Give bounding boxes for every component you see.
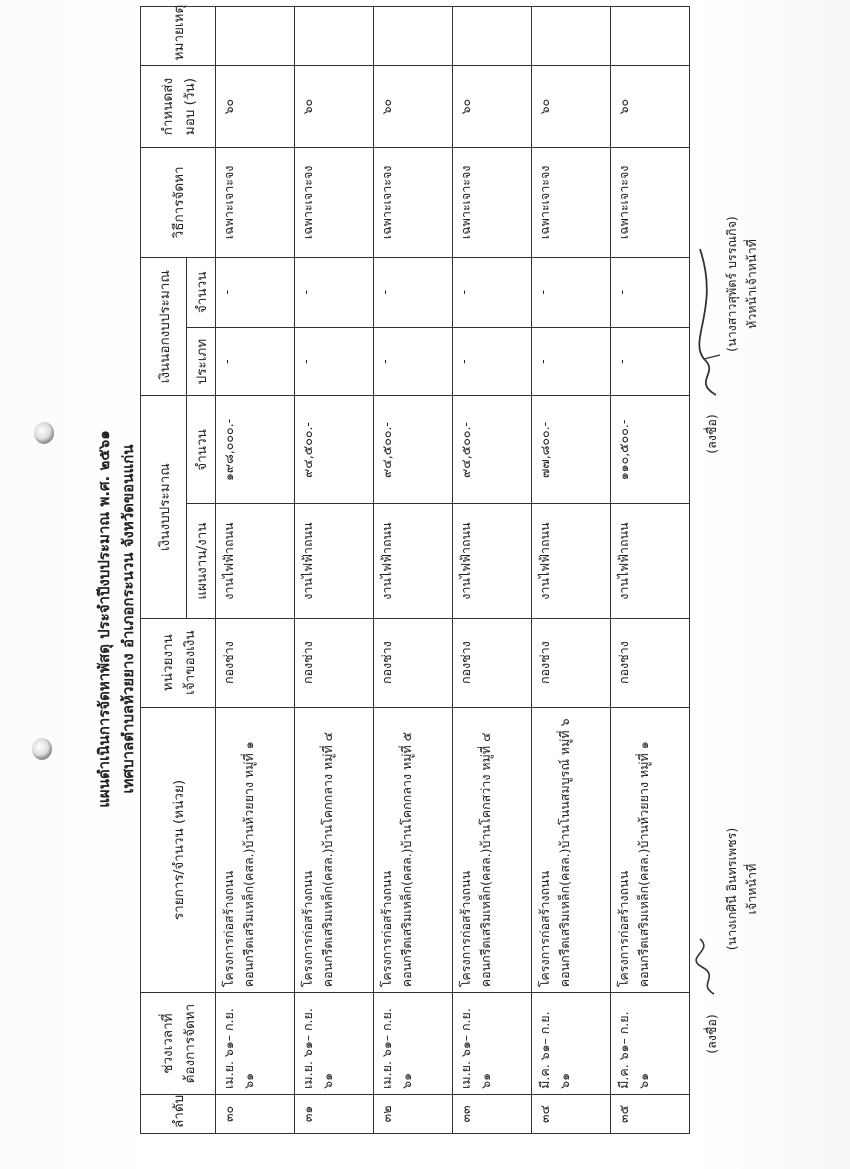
cell-amount: ๙๔,๕๐๐.- xyxy=(295,396,374,504)
procurement-table xyxy=(140,6,690,1134)
cell-note xyxy=(374,7,453,66)
cell-deadline: ๖๐ xyxy=(453,66,532,147)
cell-unit: กองช่าง xyxy=(611,618,690,707)
cell-period: มี.ค. ๖๑– ก.ย. ๖๑ xyxy=(532,993,611,1095)
right-signer-name: (นางสาวสุพัตร์ บรรณกิจ) xyxy=(724,216,739,352)
cell-note xyxy=(453,7,532,66)
cell-off-amount: - xyxy=(611,257,690,327)
header-item: รายการ/จำนวน (หน่วย) xyxy=(141,707,216,993)
cell-no: ๓๒ xyxy=(374,1094,453,1133)
right-sign-label: (ลงชื่อ) xyxy=(704,414,719,454)
cell-item: โครงการก่อสร้างถนนคอนกรีตเสริมเหล็ก(คสล.)บ้านโคกสว่าง หมู่ที่ ๔ xyxy=(453,707,532,993)
header-offbudget: เงินนอกงบประมาณ xyxy=(141,257,187,396)
table-row xyxy=(216,7,295,1134)
cell-off-type: - xyxy=(374,327,453,396)
cell-deadline: ๖๐ xyxy=(295,66,374,147)
document-subtitle: เทศบาลตำบลห้วยยาง อำเภอกระนวน จังหวัดขอนแก่น xyxy=(119,444,137,794)
cell-deadline: ๖๐ xyxy=(216,66,295,147)
cell-deadline: ๖๐ xyxy=(374,66,453,147)
cell-method: เฉพาะเจาะจง xyxy=(374,147,453,257)
cell-off-amount: - xyxy=(374,257,453,327)
cell-no: ๓๓ xyxy=(453,1094,532,1133)
cell-plan: งานไฟฟ้าถนน xyxy=(295,504,374,618)
cell-period: เม.ย. ๖๑– ก.ย. ๖๑ xyxy=(295,993,374,1095)
header-deadline: กำหนดส่งมอบ (วัน) xyxy=(141,66,216,147)
cell-amount: ๗๗,๘๐๐.- xyxy=(532,396,611,504)
cell-period: เม.ย. ๖๑– ก.ย. ๖๑ xyxy=(453,993,532,1095)
cell-note xyxy=(216,7,295,66)
cell-unit: กองช่าง xyxy=(453,618,532,707)
cell-method: เฉพาะเจาะจง xyxy=(453,147,532,257)
cell-item: โครงการก่อสร้างถนนคอนกรีตเสริมเหล็ก(คสล.)บ้านห้วยยาง หมู่ที่ ๑ xyxy=(611,707,690,993)
cell-amount: ๙๔,๕๐๐.- xyxy=(453,396,532,504)
cell-period: มี.ค. ๖๑– ก.ย. ๖๑ xyxy=(611,993,690,1095)
cell-no: ๓๕ xyxy=(611,1094,690,1133)
cell-off-amount: - xyxy=(216,257,295,327)
cell-no: ๓๔ xyxy=(532,1094,611,1133)
cell-method: เฉพาะเจาะจง xyxy=(611,147,690,257)
cell-off-type: - xyxy=(611,327,690,396)
cell-unit: กองช่าง xyxy=(374,618,453,707)
cell-plan: งานไฟฟ้าถนน xyxy=(216,504,295,618)
header-note: หมายเหตุ xyxy=(141,7,216,66)
cell-off-amount: - xyxy=(295,257,374,327)
header-off-type: ประเภท xyxy=(187,327,216,396)
cell-plan: งานไฟฟ้าถนน xyxy=(374,504,453,618)
cell-plan: งานไฟฟ้าถนน xyxy=(532,504,611,618)
cell-method: เฉพาะเจาะจง xyxy=(295,147,374,257)
cell-note xyxy=(295,7,374,66)
cell-off-amount: - xyxy=(532,257,611,327)
table-row xyxy=(532,7,611,1134)
header-no: ลำดับ xyxy=(141,1094,216,1133)
cell-amount: ๙๔,๕๐๐.- xyxy=(374,396,453,504)
cell-off-amount: - xyxy=(453,257,532,327)
cell-deadline: ๖๐ xyxy=(611,66,690,147)
cell-unit: กองช่าง xyxy=(532,618,611,707)
table-row xyxy=(374,7,453,1134)
cell-amount: ๑๑๐,๕๐๐.- xyxy=(611,396,690,504)
cell-period: เม.ย. ๖๑– ก.ย. ๖๑ xyxy=(216,993,295,1095)
right-signer-position: หัวหน้าเจ้าหน้าที่ xyxy=(744,239,759,329)
header-unit: หน่วยงานเจ้าของเงิน xyxy=(141,618,216,707)
table-row xyxy=(453,7,532,1134)
cell-item: โครงการก่อสร้างถนนคอนกรีตเสริมเหล็ก(คสล.)บ้านโคกกลาง หมู่ที่ ๔ xyxy=(295,707,374,993)
header-budget-amount: จำนวน xyxy=(187,396,216,504)
left-signature-mark xyxy=(692,929,722,999)
cell-plan: งานไฟฟ้าถนน xyxy=(453,504,532,618)
cell-unit: กองช่าง xyxy=(216,618,295,707)
document-title: แผนดำเนินการจัดหาพัสดุ ประจำปีงบประมาณ พ.ศ. ๒๕๖๑ xyxy=(95,430,113,808)
cell-amount: ๑๙๘,๐๐๐.- xyxy=(216,396,295,504)
cell-off-type: - xyxy=(532,327,611,396)
header-method: วิธีการจัดหา xyxy=(141,147,216,257)
table-row xyxy=(295,7,374,1134)
cell-no: ๓๑ xyxy=(295,1094,374,1133)
header-budget-plan: แผนงาน/งาน xyxy=(187,504,216,618)
cell-item: โครงการก่อสร้างถนนคอนกรีตเสริมเหล็ก(คสล.)บ้านโคกกลาง หมู่ที่ ๕ xyxy=(374,707,453,993)
cell-off-type: - xyxy=(295,327,374,396)
cell-method: เฉพาะเจาะจง xyxy=(532,147,611,257)
cell-note xyxy=(611,7,690,66)
cell-off-type: - xyxy=(453,327,532,396)
left-signer-name: (นางเกศินี อินทรเพชร) xyxy=(724,827,739,951)
cell-item: โครงการก่อสร้างถนนคอนกรีตเสริมเหล็ก(คสล.)บ้านห้วยยาง หมู่ที่ ๑ xyxy=(216,707,295,993)
cell-method: เฉพาะเจาะจง xyxy=(216,147,295,257)
cell-unit: กองช่าง xyxy=(295,618,374,707)
cell-deadline: ๖๐ xyxy=(532,66,611,147)
cell-note xyxy=(532,7,611,66)
header-off-amount: จำนวน xyxy=(187,257,216,327)
left-signer-position: เจ้าหน้าที่ xyxy=(744,863,759,915)
cell-item: โครงการก่อสร้างถนนคอนกรีตเสริมเหล็ก(คสล.)บ้านโนนสมบูรณ์ หมู่ที่ ๖ xyxy=(532,707,611,993)
header-period: ช่วงเวลาที่ต้องการจัดหา xyxy=(141,993,216,1095)
header-budget: เงินงบประมาณ xyxy=(141,396,187,618)
left-sign-label: (ลงชื่อ) xyxy=(704,1014,719,1054)
cell-no: ๓๐ xyxy=(216,1094,295,1133)
cell-off-type: - xyxy=(216,327,295,396)
table-row xyxy=(611,7,690,1134)
right-signature-mark xyxy=(690,229,724,399)
cell-plan: งานไฟฟ้าถนน xyxy=(611,504,690,618)
cell-period: เม.ย. ๖๑– ก.ย. ๖๑ xyxy=(374,993,453,1095)
